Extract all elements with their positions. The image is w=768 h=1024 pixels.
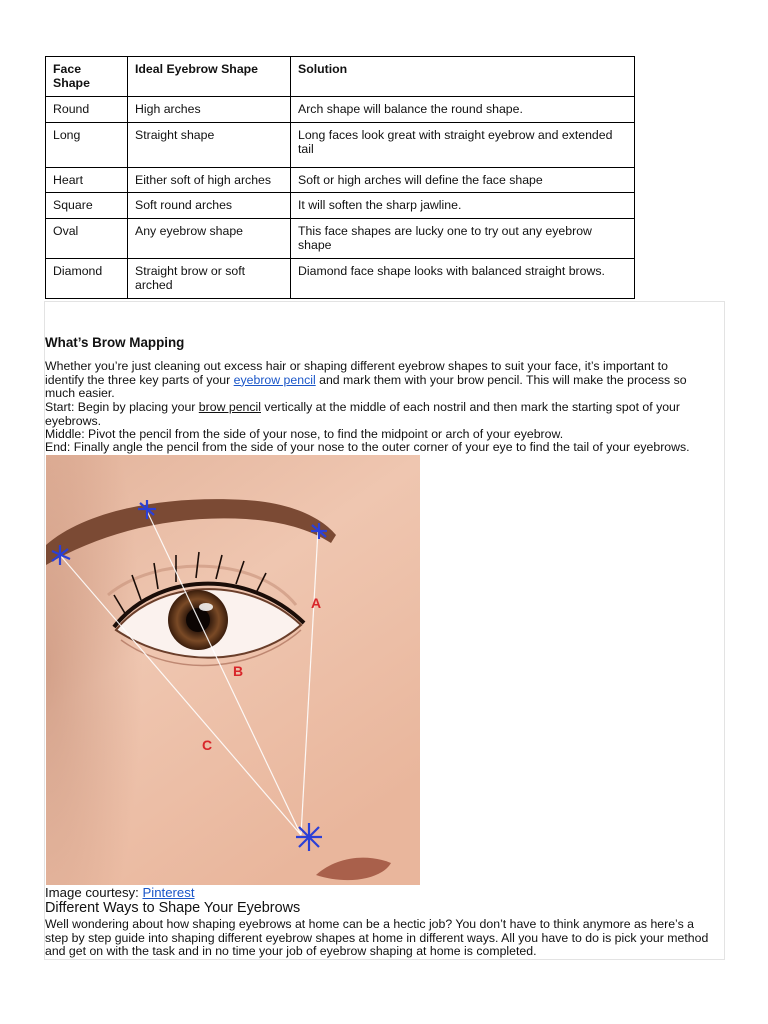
table-row (46, 97, 635, 123)
paragraph-text: Whether you’re just cleaning out excess hair or shaping different eyebrow shapes to suit your face, it’s important to identify the three key parts of your (45, 359, 668, 387)
table-row (46, 168, 635, 193)
end-paragraph: End: Finally angle the pencil from the side of your nose to the outer corner of your eye to find the tail of your eyebrows. (45, 440, 690, 454)
eyebrow-pencil-link[interactable]: eyebrow pencil (233, 372, 316, 387)
nose-marker-icon (296, 823, 322, 851)
cell-face: Oval (46, 219, 128, 259)
middle-paragraph: Middle: Pivot the pencil from the side of your nose, to find the midpoint or arch of your eyebrow. (45, 427, 564, 441)
cell-ideal: Straight shape (128, 123, 291, 168)
paragraph-text: and mark them with your brow pencil. This will make the process so much easier. (45, 372, 687, 400)
start-paragraph (45, 401, 710, 428)
cell-face: Diamond (46, 259, 128, 299)
cell-face: Round (46, 97, 128, 123)
section-heading: What’s Brow Mapping (45, 335, 185, 350)
paragraph-text: Start: Begin by placing your (45, 400, 199, 414)
cell-solution: It will soften the sharp jawline. (291, 193, 635, 219)
cell-solution: This face shapes are lucky one to try out any eyebrow shape (291, 219, 635, 259)
section2-paragraph: Well wondering about how shaping eyebrows at home can be a hectic job? You don’t have to think anymore as here’s a step by step guide into shaping different eyebrow shapes at home in different ways. All you have to do is pick your method and get on with the task and in no time your job of eyebrow shaping at home is completed. (45, 917, 709, 958)
image-caption (45, 885, 195, 900)
cell-ideal: Any eyebrow shape (128, 219, 291, 259)
caption-prefix: Image courtesy: (45, 885, 143, 900)
table-header-row (46, 57, 635, 97)
eyebrow-shape-table (45, 56, 635, 299)
cell-face: Long (46, 123, 128, 168)
label-a: A (311, 595, 322, 611)
header-solution: Solution (291, 57, 635, 97)
paragraph-text: vertically at the middle of each nostril and then mark the starting spot of your eyebrows. (45, 400, 680, 428)
pupil (186, 608, 210, 632)
header-face-shape: Face Shape (46, 57, 128, 97)
cell-solution: Long faces look great with straight eyebrow and extended tail (291, 123, 635, 168)
eye-highlight (199, 603, 213, 611)
cell-face: Heart (46, 168, 128, 193)
label-b: B (233, 663, 244, 679)
cell-ideal: High arches (128, 97, 291, 123)
brow-mapping-photo (46, 455, 420, 885)
table-row (46, 193, 635, 219)
cell-face: Square (46, 193, 128, 219)
section2-heading: Different Ways to Shape Your Eyebrows (45, 900, 301, 916)
brow-pencil-link[interactable]: brow pencil (198, 400, 261, 414)
header-ideal-eyebrow-shape: Ideal Eyebrow Shape (128, 57, 291, 97)
intro-paragraph (45, 360, 710, 401)
table-row (46, 259, 635, 299)
cell-solution: Soft or high arches will define the face shape (291, 168, 635, 193)
cell-ideal: Soft round arches (128, 193, 291, 219)
label-c: C (202, 737, 213, 753)
table-row (46, 123, 635, 168)
cell-solution: Arch shape will balance the round shape. (291, 97, 635, 123)
cell-solution: Diamond face shape looks with balanced straight brows. (291, 259, 635, 299)
pinterest-link[interactable]: Pinterest (142, 885, 195, 900)
cell-ideal: Either soft of high arches (128, 168, 291, 193)
cell-ideal: Straight brow or soft arched (128, 259, 291, 299)
table-row (46, 219, 635, 259)
